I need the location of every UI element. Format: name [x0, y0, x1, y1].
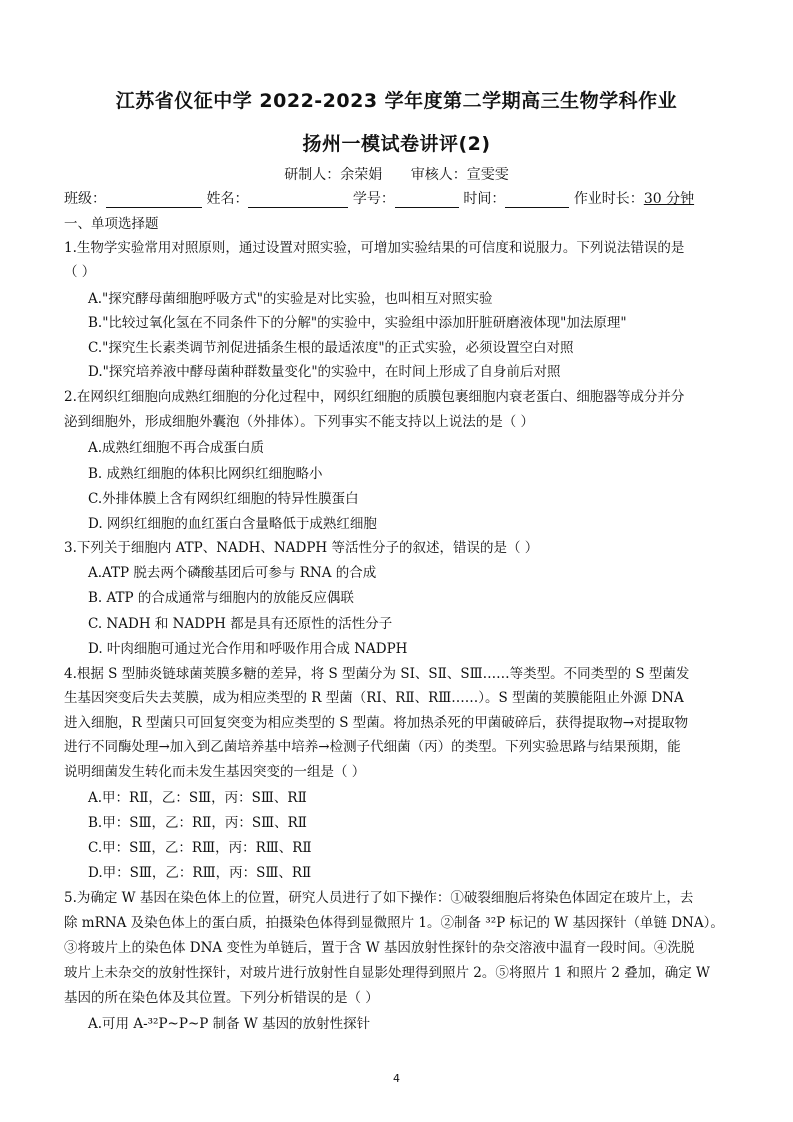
- option-text: C. NADH 和 NADPH 都是具有还原性的活性分子: [88, 616, 393, 632]
- option-text: B.甲：SⅢ，乙：RⅡ，丙：SⅢ、RⅡ: [88, 815, 307, 831]
- option-text: A.成熟红细胞不再合成蛋白质: [88, 440, 265, 456]
- option-text: C.甲：SⅢ，乙：RⅢ，丙：RⅢ、RⅡ: [88, 840, 312, 856]
- question-text: ③将玻片上的染色体 DNA 变性为单链后，置于含 W 基因放射性探针的杂交溶液中温育一段时间。④洗脱: [64, 940, 695, 956]
- option-text: A.甲：RⅡ，乙：SⅢ，丙：SⅢ、RⅡ: [88, 790, 307, 806]
- question-text: 泌到细胞外，形成细胞外囊泡（外排体）。下列事实不能支持以上说法的是（ ）: [64, 414, 535, 430]
- option-text: B. ATP 的合成通常与细胞内的放能反应偶联: [88, 590, 354, 606]
- id-label: 学号：: [352, 191, 395, 207]
- question-text: 2.在网织红细胞向成熟红细胞的分化过程中，网织红细胞的质膜包裹细胞内衰老蛋白、细胞器等成分并分: [64, 389, 685, 405]
- class-label: 班级：: [64, 191, 106, 207]
- time-label: 时间：: [463, 191, 506, 207]
- maker-text: 研制人：余荣娟: [284, 167, 383, 183]
- section-heading: 一、单项选择题: [64, 216, 159, 232]
- question-text: 除 mRNA 及染色体上的蛋白质，拍摄染色体得到显微照片 1。②制备 ³²P 标记的 W 基因探针（单链 DNA）。: [64, 915, 724, 931]
- question-text: 1.生物学实验常用对照原则，通过设置对照实验，可增加实验结果的可信度和说服力。下列说法错误的是: [64, 240, 685, 256]
- time-blank[interactable]: [505, 193, 569, 208]
- option-text: A.ATP 脱去两个磷酸基团后可参与 RNA 的合成: [88, 565, 377, 581]
- question-text: 进行不同酶处理→加入到乙菌培养基中培养→检测子代细菌（丙）的类型。下列实验思路与结果预期，能: [64, 739, 681, 755]
- duration-value: 30 分钟: [643, 191, 695, 207]
- duration-label: 作业时长：: [573, 191, 644, 207]
- option-text: A.可用 A-³²P~P~P 制备 W 基因的放射性探针: [88, 1016, 371, 1032]
- question-text: 生基因突变后失去荚膜，成为相应类型的 R 型菌（RⅠ、RⅡ、RⅢ……）。S 型菌的荚膜能阻止外源 DNA: [64, 690, 684, 706]
- question-text: 说明细菌发生转化而未发生基因突变的一组是（ ）: [64, 764, 366, 780]
- option-text: C.外排体膜上含有网织红细胞的特异性膜蛋白: [88, 491, 359, 507]
- name-label: 姓名：: [206, 191, 249, 207]
- question-blank: （ ）: [64, 264, 96, 280]
- question-text: 4.根据 S 型肺炎链球菌荚膜多糖的差异，将 S 型菌分为 SⅠ、SⅡ、SⅢ……等类型。不同类型的 S 型菌发: [64, 666, 690, 682]
- student-info-line: [64, 188, 744, 208]
- reviewer-text: 审核人：宣雯雯: [410, 167, 509, 183]
- option-text: A."探究酵母菌细胞呼吸方式"的实验是对比实验，也叫相互对照实验: [88, 291, 493, 307]
- id-blank[interactable]: [395, 193, 459, 208]
- question-text: 进入细胞，R 型菌只可回复突变为相应类型的 S 型菌。将加热杀死的甲菌破碎后，获得提取物→对提取物: [64, 715, 689, 731]
- question-text: 基因的所在染色体及其位置。下列分析错误的是（ ）: [64, 990, 379, 1006]
- document-title: 江苏省仪征中学 2022-2023 学年度第二学期高三生物学科作业: [115, 90, 678, 112]
- option-text: B."比较过氧化氢在不同条件下的分解"的实验中，实验组中添加肝脏研磨液体现"加法原理": [88, 315, 627, 331]
- question-text: 玻片上未杂交的放射性探针，对玻片进行放射性自显影处理得到照片 2。⑤将照片 1 和照片 2 叠加，确定 W: [64, 965, 710, 981]
- class-blank[interactable]: [106, 193, 202, 208]
- option-text: D.甲：SⅢ，乙：RⅢ，丙：SⅢ、RⅡ: [88, 865, 312, 881]
- question-text: 3.下列关于细胞内 ATP、NADH、NADPH 等活性分子的叙述，错误的是（ ）: [64, 540, 539, 556]
- document-subtitle: 扬州一模试卷讲评(2): [302, 133, 491, 155]
- option-text: C."探究生长素类调节剂促进插条生根的最适浓度"的正式实验，必须设置空白对照: [88, 340, 574, 356]
- option-text: D. 叶肉细胞可通过光合作用和呼吸作用合成 NADPH: [88, 641, 408, 657]
- question-text: 5.为确定 W 基因在染色体上的位置，研究人员进行了如下操作：①破裂细胞后将染色体固定在玻片上，去: [64, 890, 694, 906]
- name-blank[interactable]: [248, 193, 348, 208]
- option-text: D."探究培养液中酵母菌种群数量变化"的实验中，在时间上形成了自身前后对照: [88, 364, 561, 380]
- authors-line: [0, 164, 793, 184]
- option-text: D. 网织红细胞的血红蛋白含量略低于成熟红细胞: [88, 516, 377, 532]
- option-text: B. 成熟红细胞的体积比网织红细胞略小: [88, 466, 323, 482]
- page-number: 4: [393, 1072, 400, 1085]
